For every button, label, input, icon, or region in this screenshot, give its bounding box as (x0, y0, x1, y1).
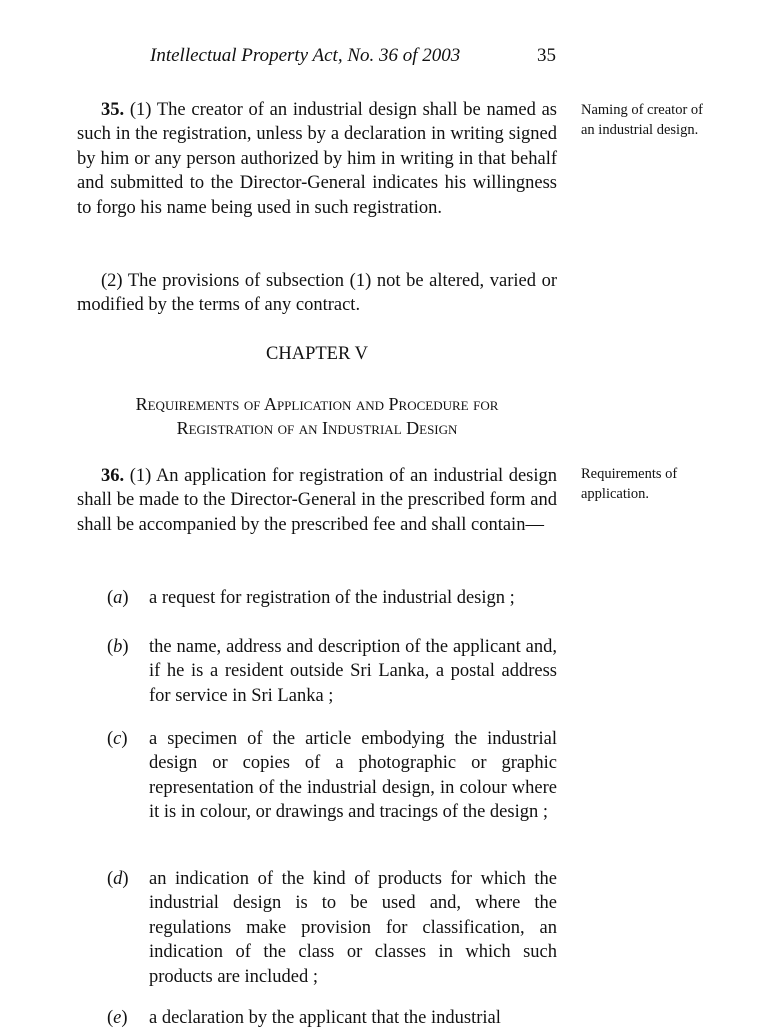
item-text: a specimen of the article embodying the industrial design or copies of a photographic or graphic representation of the industrial design, in colour where it is in colour, or drawings and tracings of the design ; (149, 729, 557, 823)
list-item (77, 586, 557, 610)
item-label: (b) (107, 637, 129, 657)
item-label: (d) (107, 869, 129, 889)
list-item (77, 1006, 557, 1030)
item-label: (e) (107, 1008, 128, 1028)
section-36-subsection-1 (77, 464, 557, 537)
item-text: a request for registration of the industrial design ; (149, 588, 515, 608)
list-item (77, 635, 557, 708)
section-number: 35. (101, 100, 125, 120)
page-number: 35 (537, 45, 556, 66)
margin-note-section-35: Naming of creator of an industrial design. (581, 102, 703, 138)
list-item (77, 727, 557, 825)
section-text: (1) An application for registration of an industrial design shall be made to the Director-General in the prescribed form and shall be accompanied by the prescribed fee and shall contain— (77, 466, 558, 535)
item-label: (c) (107, 729, 128, 749)
act-title: Intellectual Property Act, No. 36 of 2003 (150, 45, 461, 66)
section-number: 36. (101, 466, 125, 486)
section-35-subsection-1 (77, 98, 557, 220)
chapter-heading: CHAPTER V (266, 344, 368, 364)
item-label: (a) (107, 588, 129, 608)
item-text: an indication of the kind of products for which the industrial design is to be used and, where the regulations make provision for classification, an indication of the class or classes in which such products are included ; (149, 869, 557, 987)
running-header (150, 44, 556, 68)
chapter-title-line-2: Registration of an Industrial Design (176, 418, 458, 438)
item-text: the name, address and description of the applicant and, if he is a resident outside Sri Lanka, a postal address for service in Sri Lanka ; (149, 637, 557, 706)
list-item (77, 867, 557, 989)
section-35-subsection-2: (2) The provisions of subsection (1) not be altered, varied or modified by the terms of any contract. (77, 271, 557, 316)
margin-note-section-36: Requirements of application. (581, 466, 678, 502)
section-text: (1) The creator of an industrial design shall be named as such in the registration, unless by a declaration in writing signed by him or any person authorized by him in writing in that behalf and submitted to the Director-General indicates his willingness to forgo his name being used in such registration. (77, 100, 557, 218)
item-text: a declaration by the applicant that the industrial (149, 1008, 501, 1028)
chapter-title-line-1: Requirements of Application and Procedure for (135, 394, 499, 414)
